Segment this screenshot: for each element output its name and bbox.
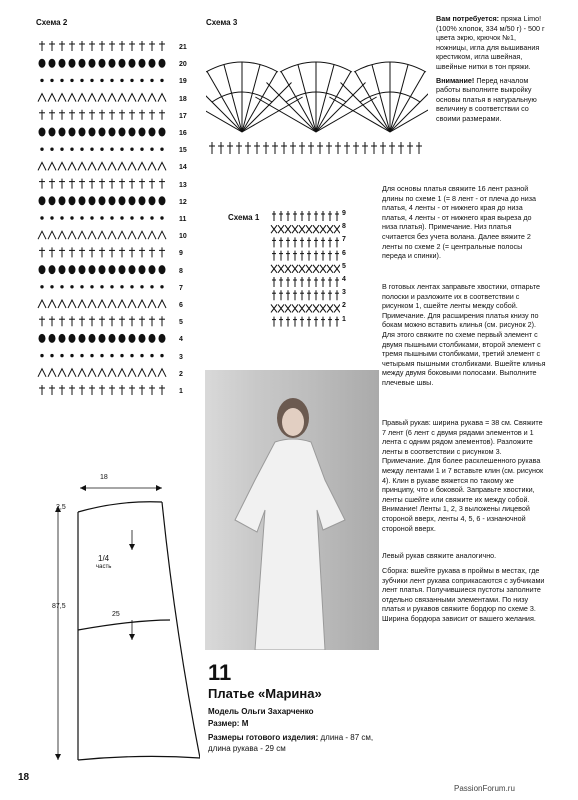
pattern-drawing bbox=[40, 470, 200, 770]
row-number: 17 bbox=[179, 112, 187, 120]
model-silhouette bbox=[205, 370, 379, 650]
row-number: 9 bbox=[179, 250, 183, 258]
row-number: 2 bbox=[179, 370, 183, 378]
row-number: 9 bbox=[342, 210, 346, 217]
pattern-part-label: часть bbox=[96, 564, 112, 570]
row-number: 21 bbox=[179, 44, 187, 51]
caption-title: Платье «Марина» bbox=[208, 686, 322, 701]
row-number: 1 bbox=[342, 315, 346, 323]
caption-dims-label: Размеры готового изделия: bbox=[208, 733, 319, 742]
row-number: 7 bbox=[179, 284, 183, 292]
row-number: 15 bbox=[179, 147, 187, 155]
schema2-diagram bbox=[36, 38, 176, 408]
caption-dims-sleeve: длина рукава - 29 см bbox=[208, 744, 286, 753]
pattern-top-label: 2,5 bbox=[56, 504, 66, 511]
row-number: 2 bbox=[342, 302, 346, 310]
row-number: 4 bbox=[342, 276, 346, 283]
row-number: 1 bbox=[179, 388, 183, 395]
row-number: 5 bbox=[179, 319, 183, 327]
schema3-title: Схема 3 bbox=[206, 18, 238, 27]
row-number: 14 bbox=[179, 164, 187, 172]
row-number: 8 bbox=[342, 223, 346, 231]
schema1-diagram bbox=[270, 208, 340, 328]
materials-text: пряжа Limo! (100% хлопок, 334 м/50 г) - 500 г цвета экрю, крючок №1, ножницы, игла для вышивания крестиком, игла швейная, швейные нитки в тон пряжи. bbox=[436, 14, 545, 71]
caption-number: 11 bbox=[208, 660, 232, 685]
caption-dimensions bbox=[208, 732, 378, 754]
row-number: 16 bbox=[179, 130, 187, 137]
row-number: 11 bbox=[179, 216, 187, 223]
row-number: 18 bbox=[179, 95, 187, 103]
dress-photo bbox=[205, 370, 379, 650]
attention-label: Внимание! bbox=[436, 75, 475, 85]
row-number: 4 bbox=[179, 336, 183, 344]
body-paragraph-5: Сборка: вшейте рукава в проймы в местах, где зубчики лент рукава соприкасаются с зубчиками лент платья. Получившиеся пустоты заполните отдельно связанными элементами. По низу платья и рукавов свяжите бордюр по схеме 3. Ширина бордюра зависит от вашего желания. bbox=[382, 566, 545, 623]
row-number: 6 bbox=[179, 302, 183, 309]
caption-size: Размер: М bbox=[208, 719, 249, 728]
body-paragraph-4: Левый рукав свяжите аналогично. bbox=[382, 551, 497, 560]
row-number: 3 bbox=[179, 353, 183, 361]
row-number: 6 bbox=[342, 249, 346, 257]
body-paragraph-2: В готовых лентах заправьте хвостики, отпарьте полоски и разложите их в соответствии с рисунком 1, сшейте ленты между собой. Примечание. Для расширения платья книзу по бокам можно вставить клинья (см. рисунок 2). Для этого свяжите по схеме первый элемент с двумя пышными столбиками, второй элемент с тремя пышными столбиками, третий элемент с четырьмя пышными столбиками. Вшейте клинья между двумя боковыми полосами. Выполните плечевые швы. bbox=[382, 282, 546, 387]
body-paragraph-3: Правый рукав: ширина рукава = 38 см. Свяжите 7 лент (6 лент с двумя рядами элементов и 1 лента с одним рядом элементов). Разложите ленты в соответствии с рисунком 3. Примечание. Для более расклешенного рукава между лентами 1 и 7 вставьте клин (см. рисунок 4). Клин в рукаве вяжется по такому же принципу, что и боковой. Заправьте хвостики, ленты сшейте или свяжите их между собой. Внимание! Ленты 1, 2, 3 выложены лицевой стороной вверх, ленты 4, 5, 6 - изнаночной стороной вверх. bbox=[382, 418, 544, 533]
caption-model: Модель Ольги Захарченко bbox=[208, 707, 314, 716]
row-number: 8 bbox=[179, 267, 183, 275]
row-number: 19 bbox=[179, 78, 187, 86]
schema3-diagram bbox=[206, 32, 428, 162]
watermark: PassionForum.ru bbox=[454, 784, 515, 793]
schema2-title: Схема 2 bbox=[36, 18, 68, 27]
materials-heading: Вам потребуется: bbox=[436, 14, 500, 23]
row-number: 7 bbox=[342, 236, 346, 244]
row-number: 3 bbox=[342, 289, 346, 297]
schema1-title: Схема 1 bbox=[228, 213, 260, 222]
page-number: 18 bbox=[18, 772, 30, 783]
row-number: 10 bbox=[179, 233, 187, 241]
attention-text: Перед началом работы выполните выкройку основы платья в натуральную величину в соответствии со своими размерами. bbox=[436, 75, 537, 123]
row-number: 5 bbox=[342, 262, 346, 270]
row-number: 12 bbox=[179, 198, 187, 206]
row-number: 20 bbox=[179, 61, 187, 69]
materials-block bbox=[436, 14, 546, 124]
pattern-quarter-label: 1/4 bbox=[98, 554, 110, 563]
caption-dims-length: длина - 87 см, bbox=[320, 733, 374, 742]
pattern-height-label: 87,5 bbox=[52, 603, 66, 610]
body-paragraph-1: Для основы платья свяжите 16 лент разной длины по схеме 1 (= 8 лент - от плеча до низа платья, 4 ленты - от нижнего края до низа платья, 4 ленты - от нижнего края выреза до низа платья). Примечание. Низ платья считается без учета волана. Далее вяжите 2 ленты по схеме 2 (= центральные полосы переда и спинки). bbox=[382, 184, 537, 261]
pattern-inner-label: 25 bbox=[112, 611, 120, 618]
row-number: 13 bbox=[179, 181, 187, 189]
pattern-width-label: 18 bbox=[100, 474, 108, 481]
